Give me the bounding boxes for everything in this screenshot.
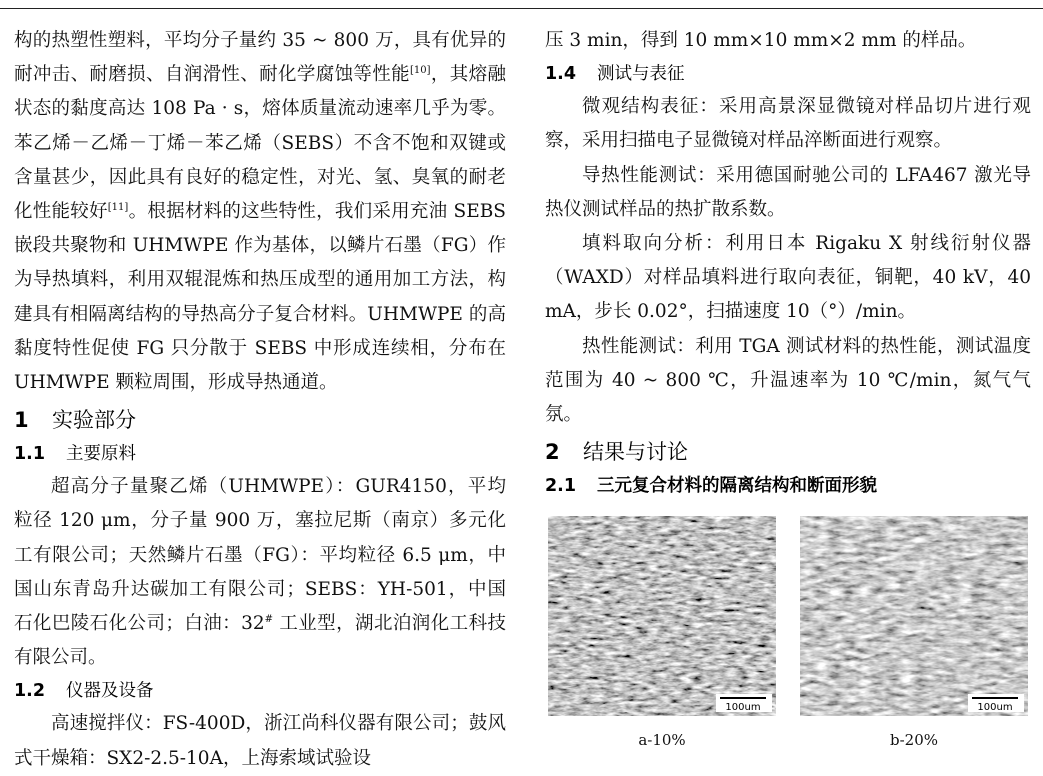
subsection-title: 主要原料 bbox=[66, 444, 136, 465]
section-2-heading bbox=[545, 434, 1031, 470]
intro-text-1: 构的热塑性塑料，平均分子量约 35 ~ 800 万，具有优异的耐冲击、耐磨损、自润滑性、耐化学腐蚀等性能 bbox=[14, 30, 506, 86]
intro-paragraph bbox=[14, 24, 506, 400]
scale-bar-label: 100um bbox=[725, 702, 761, 713]
tga-paragraph: 热性能测试：利用 TGA 测试材料的热性能，测试温度范围为 40 ~ 800 ℃，升温速率为 10 ℃/min，氮气气氛。 bbox=[545, 335, 1031, 426]
subsection-number: 1.4 bbox=[545, 64, 577, 85]
orientation-paragraph: 填料取向分析：利用日本 Rigaku X 射线衍射仪器（WAXD）对样品填料进行取向表征，铜靶，40 kV，40 mA，步长 0.02°，扫描速度 10（°）/min。 bbox=[545, 233, 1031, 323]
subsection-number: 1.1 bbox=[14, 444, 46, 465]
micrograph-b bbox=[800, 516, 1028, 716]
page-top-rule bbox=[0, 8, 1043, 9]
micrograph-a bbox=[548, 516, 776, 716]
subsection-number: 1.2 bbox=[14, 681, 46, 702]
subsection-title: 三元复合材料的隔离结构和断面形貌 bbox=[597, 476, 877, 497]
figure-caption-a: a-10% bbox=[638, 731, 686, 749]
citation-11[interactable]: [11] bbox=[107, 201, 129, 213]
equipment-continued: 压 3 min，得到 10 mm×10 mm×2 mm 的样品。 bbox=[545, 30, 977, 51]
scale-bar-label: 100um bbox=[977, 702, 1013, 713]
subsection-number: 2.1 bbox=[545, 476, 577, 497]
materials-text: 超高分子量聚乙烯（UHMWPE）：GUR4150，平均粒径 120 μm，分子量 900 万，塞拉尼斯（南京）多元化工有限公司；天然鳞片石墨（FG）：平均粒径 6.5 μm，中国山东青岛升达碳加工有限公司；SEBS：YH-501，中国石化巴陵石化公司；白油：32 bbox=[14, 476, 506, 635]
figure-panels bbox=[548, 516, 1030, 756]
intro-text-2: ，其熔融状态的黏度高达 108 Pa · s，熔体质量流动速率几乎为零。苯乙烯－乙烯－丁烯－苯乙烯（SEBS）不含不饱和双键或含量甚少，因此具有良好的稳定性，对光、氢、臭氧的耐老化性能较好 bbox=[14, 64, 506, 223]
right-column bbox=[545, 24, 1031, 502]
section-title: 实验部分 bbox=[52, 408, 136, 433]
subsection-title: 测试与表征 bbox=[597, 64, 685, 85]
micro-structure-paragraph: 微观结构表征：采用高景深显微镜对样品切片进行观察，采用扫描电子显微镜对样品淬断面进行观察。 bbox=[545, 96, 1031, 152]
materials-text-end: 工业型，湖北泊润化工科技有限公司。 bbox=[14, 613, 506, 669]
section-2-1-heading bbox=[545, 470, 1031, 502]
section-1-2-heading bbox=[14, 675, 506, 707]
materials-paragraph bbox=[14, 470, 506, 675]
section-1-1-heading bbox=[14, 438, 506, 470]
section-1-4-heading bbox=[545, 58, 1031, 90]
left-column bbox=[14, 24, 506, 776]
section-title: 结果与讨论 bbox=[583, 440, 688, 465]
section-number: 2 bbox=[545, 440, 560, 465]
thermal-conductivity-paragraph: 导热性能测试：采用德国耐驰公司的 LFA467 激光导热仪测试样品的热扩散系数。 bbox=[545, 164, 1031, 220]
intro-text-3: 。根据材料的这些特性，我们采用充油 SEBS 嵌段共聚物和 UHMWPE 作为基体，以鳞片石墨（FG）作为导热填料，利用双辊混炼和热压成型的通用加工方法，构建具有相隔离结构的导热高分子复合材料。UHMWPE 的高黏度特性促使 FG 只分散于 SEBS 中形成连续相，分布在 UHMWPE 颗粒周围，形成导热通道。 bbox=[14, 201, 506, 394]
subsection-title: 仪器及设备 bbox=[66, 681, 154, 702]
section-1-heading bbox=[14, 402, 506, 438]
figure-caption-b: b-20% bbox=[889, 731, 938, 749]
citation-10[interactable]: [10] bbox=[410, 65, 431, 77]
white-oil-grade-mark: # bbox=[264, 613, 274, 625]
section-number: 1 bbox=[14, 408, 29, 433]
equipment-paragraph: 高速搅拌仪：FS-400D，浙江尚科仪器有限公司；鼓风式干燥箱：SX2-2.5-10A，上海索域试验设 bbox=[14, 713, 506, 769]
